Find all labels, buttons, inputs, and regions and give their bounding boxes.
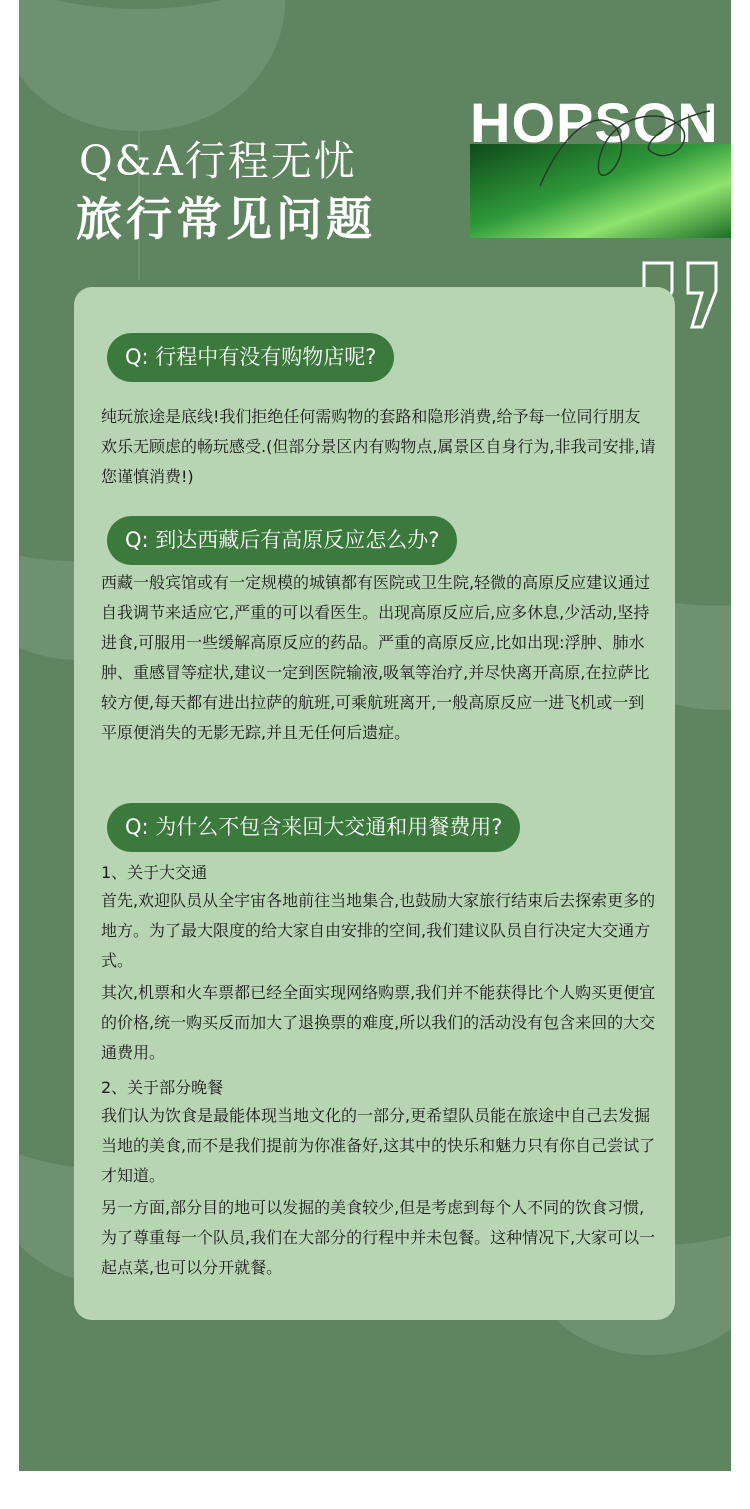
faq-section-heading-transport: 1、关于大交通 — [101, 863, 208, 882]
faq-section-heading-dinner: 2、关于部分晚餐 — [101, 1078, 224, 1097]
faq-paragraph-transport-1: 首先,欢迎队员从全宇宙各地前往当地集合,也鼓励大家旅行结束后去探索更多的地方。为了最大限度的给大家自由安排的空间,我们建议队员自行决定大交通方式。 — [101, 891, 656, 970]
faq-paragraph-dinner-1: 我们认为饮食是最能体现当地文化的一部分,更希望队员能在旅途中自己去发掘当地的美食,而不是我们提前为你准备好,这其中的快乐和魅力只有你自己尝试了才知道。 — [101, 1106, 656, 1185]
page-title-line2: 旅行常见问题 — [76, 192, 376, 246]
faq-paragraph-transport-2: 其次,机票和火车票都已经全面实现网络购票,我们并不能获得比个人购买更便宜的价格,统一购买反而加大了退换票的难度,所以我们的活动没有包含来回的大交通费用。 — [101, 983, 656, 1062]
page-title-line1: Q&A行程无忧 — [79, 137, 357, 185]
faq-question-costs: Q: 为什么不包含来回大交通和用餐费用? — [107, 803, 520, 852]
signature-flourish-icon — [530, 96, 720, 206]
brand-wordmark: HOPSON — [470, 91, 719, 154]
faq-paragraph-dinner-2: 另一方面,部分目的地可以发掘的美食较少,但是考虑到每个人不同的饮食习惯,为了尊重每一个队员,我们在大部分的行程中并未包餐。这种情况下,大家可以一起点菜,也可以分开就餐。 — [101, 1198, 656, 1277]
faq-question-altitude: Q: 到达西藏后有高原反应怎么办? — [107, 516, 457, 565]
faq-question-shopping: Q: 行程中有没有购物店呢? — [107, 333, 394, 382]
brand-logo — [470, 88, 731, 238]
faq-card — [74, 287, 675, 1320]
faq-answer-shopping: 纯玩旅途是底线!我们拒绝任何需购物的套路和隐形消费,给予每一位同行朋友欢乐无顾虑的畅玩感受.(但部分景区内有购物点,属景区自身行为,非我司安排,请您谨慎消费!) — [101, 407, 656, 486]
poster-background — [19, 0, 731, 1471]
faq-answer-altitude: 西藏一般宾馆或有一定规模的城镇都有医院或卫生院,轻微的高原反应建议通过自我调节来适应它,严重的可以看医生。出现高原反应后,应多休息,少活动,坚持进食,可服用一些缓解高原反应的药品。严重的高原反应,比如出现:浮肿、肺水肿、重感冒等症状,建议一定到医院输液,吸氧等治疗,并尽快离开高原,在拉萨比较方便,每天都有进出拉萨的航班,可乘航班离开,一般高原反应一进飞机或一到平原便消失的无影无踪,并且无任何后遗症。 — [101, 573, 651, 742]
